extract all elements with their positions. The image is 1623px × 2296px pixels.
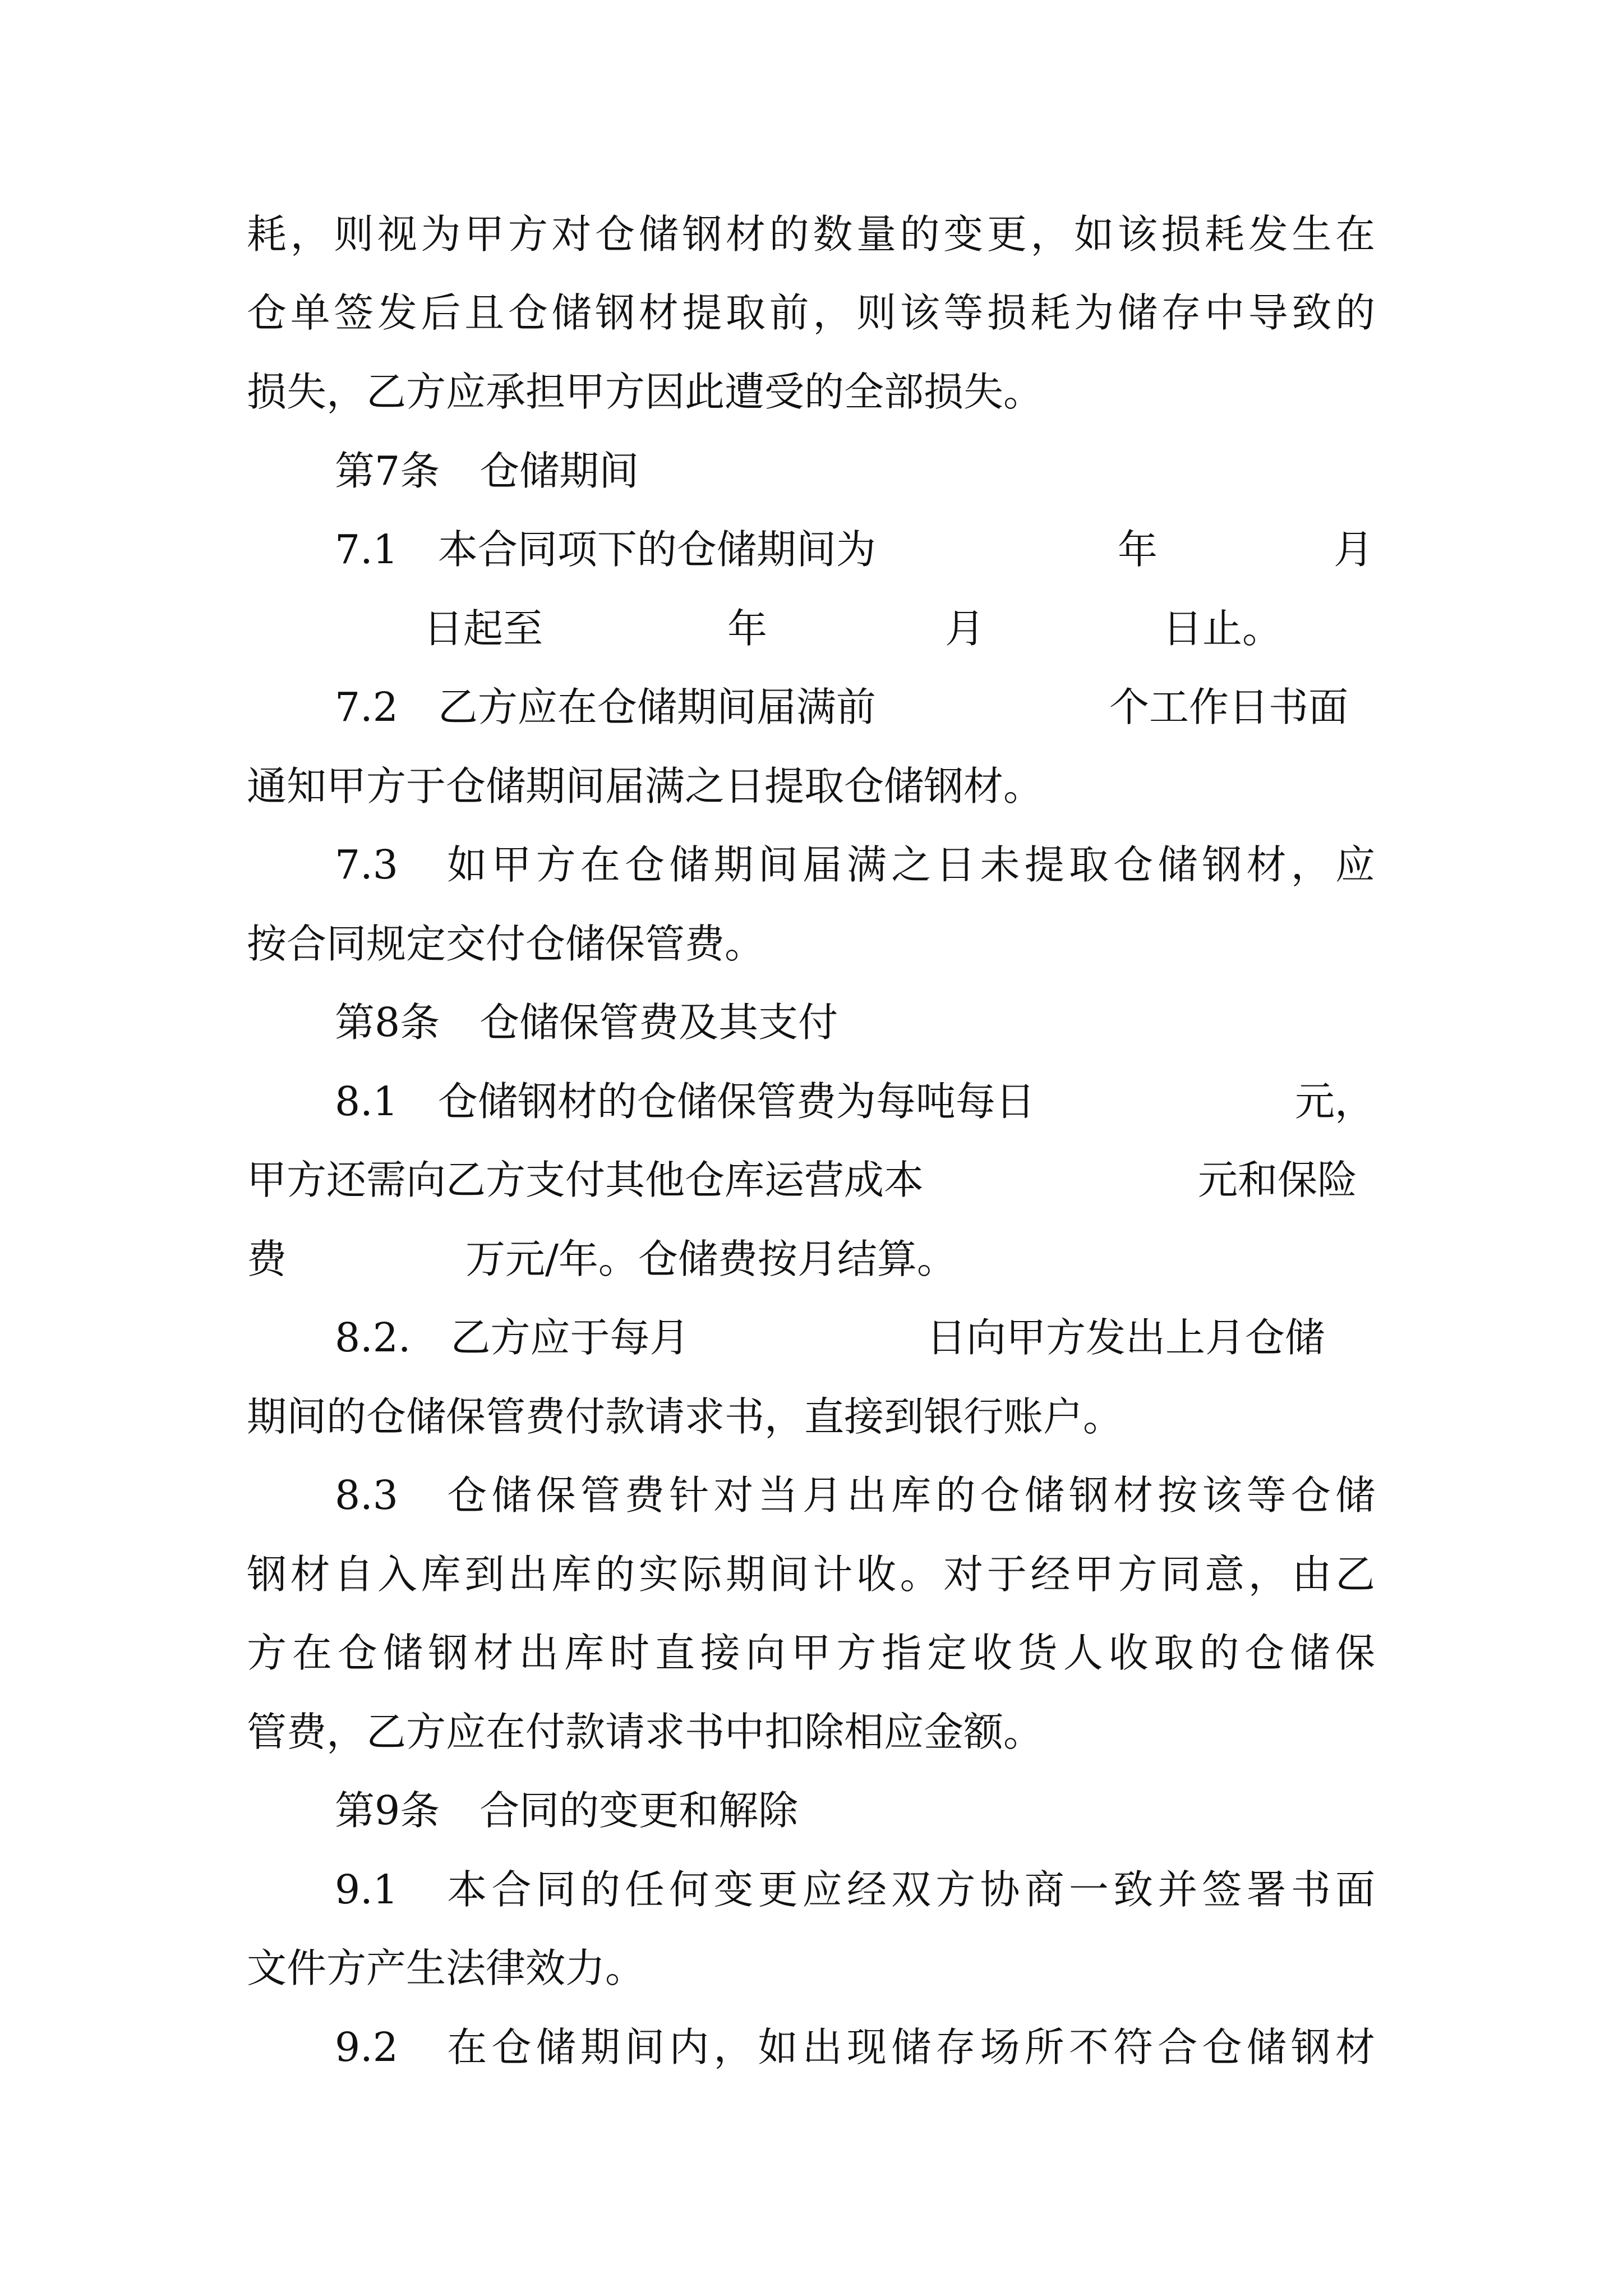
text-line: 月 [945,605,985,652]
text-line: 日向甲方发出上月仓储 [926,1314,1325,1361]
text-line: 7.3 如甲方在仓储期间届满之日未提取仓储钢材，应 [335,841,1375,888]
text-line: 仓单签发后且仓储钢材提取前，则该等损耗为储存中导致的 [247,289,1375,336]
section-heading: 第7条 仓储期间 [335,448,639,494]
text-line: 管费，乙方应在付款请求书中扣除相应金额。 [247,1709,1044,1755]
text-line: 耗，则视为甲方对仓储钢材的数量的变更，如该损耗发生在 [247,211,1375,257]
text-line: 7.2 乙方应在仓储期间届满前 [335,684,876,730]
text-line: 个工作日书面 [1109,684,1349,730]
text-line: 8.2. 乙方应于每月 [335,1314,690,1361]
text-line: 期间的仓储保管费付款请求书，直接到银行账户。 [247,1393,1123,1440]
text-line: 方在仓储钢材出库时直接向甲方指定收货人收取的仓储保 [247,1630,1375,1676]
text-line: 元， [1295,1078,1375,1125]
text-line: 文件方产生法律效力。 [247,1945,645,1991]
text-line: 损失，乙方应承担甲方因此遭受的全部损失。 [247,369,1044,415]
section-heading: 第8条 仓储保管费及其支付 [335,999,838,1046]
text-line: 元和保险 [1198,1157,1358,1203]
text-line: 8.1 仓储钢材的仓储保管费为每吨每日 [335,1078,1035,1125]
text-line: 8.3 仓储保管费针对当月出库的仓储钢材按该等仓储 [335,1472,1375,1519]
section-heading: 第9条 合同的变更和解除 [335,1787,799,1834]
text-line: 年 [1118,526,1158,573]
text-line: 年 [727,605,768,652]
text-line: 万元/年。仓储费按月结算。 [465,1236,957,1282]
text-line: 钢材自入库到出库的实际期间计收。对于经甲方同意，由乙 [247,1551,1375,1598]
text-line: 日止。 [1163,605,1283,652]
text-line: 甲方还需向乙方支付其他仓库运营成本 [247,1157,924,1203]
text-line: 费 [247,1236,287,1282]
text-line: 日起至 [423,605,543,652]
text-line: 按合同规定交付仓储保管费。 [247,921,765,967]
text-line: 9.2 在仓储期间内，如出现储存场所不符合仓储钢材 [335,2024,1375,2070]
text-line: 9.1 本合同的任何变更应经双方协商一致并签署书面 [335,1866,1375,1913]
text-line: 7.1 本合同项下的仓储期间为 [335,526,876,573]
text-line: 通知甲方于仓储期间届满之日提取仓储钢材。 [247,763,1044,809]
text-line: 月 [1334,526,1374,573]
